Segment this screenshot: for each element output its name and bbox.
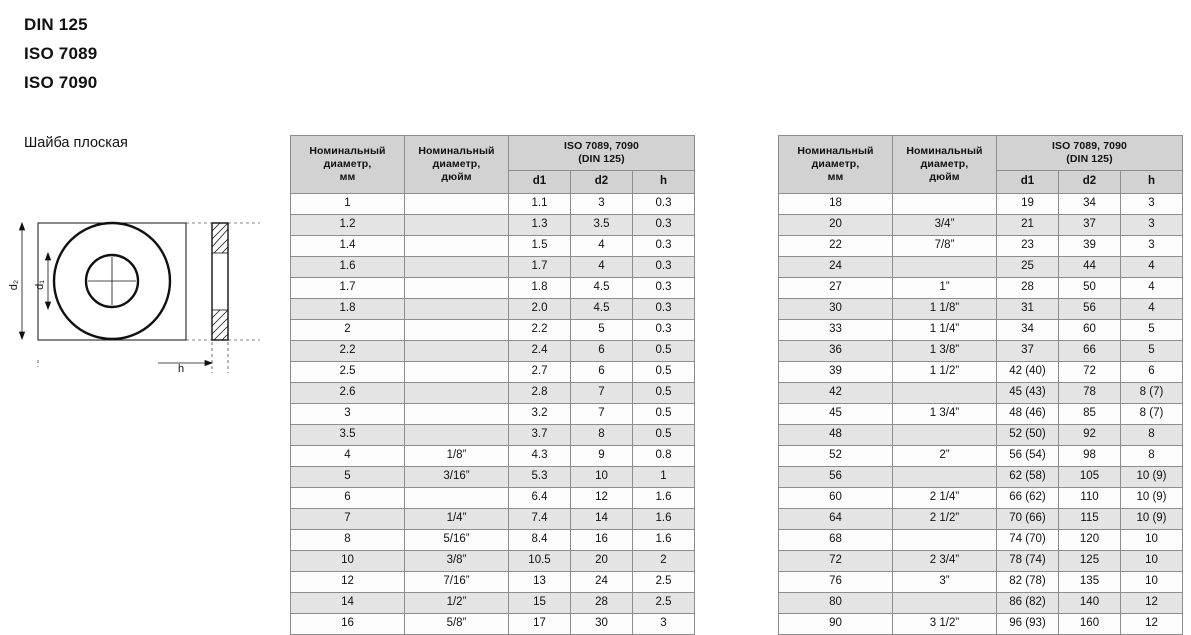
cell-h: 3 xyxy=(1121,236,1183,257)
table-row xyxy=(291,299,695,320)
cell-nominal-inch: 7/16” xyxy=(405,572,509,593)
table-row xyxy=(779,425,1183,446)
cell-nominal-mm: 1.2 xyxy=(291,215,405,236)
cell-nominal-mm: 2.2 xyxy=(291,341,405,362)
table-row xyxy=(291,530,695,551)
cell-d1: 1.1 xyxy=(509,194,571,215)
header-d1: d1 xyxy=(509,171,571,194)
cell-nominal-mm: 8 xyxy=(291,530,405,551)
cell-h: 4 xyxy=(1121,257,1183,278)
spec-table-left xyxy=(290,135,695,635)
header-nominal-mm-line2: диаметр, xyxy=(323,157,372,170)
cell-d1: 78 (74) xyxy=(997,551,1059,572)
cell-nominal-inch: 1” xyxy=(893,278,997,299)
cell-d2: 50 xyxy=(1059,278,1121,299)
cell-h: 1.6 xyxy=(633,509,695,530)
cell-d2: 12 xyxy=(571,488,633,509)
table-row xyxy=(779,383,1183,404)
cell-d2: 4.5 xyxy=(571,278,633,299)
cell-d2: 4.5 xyxy=(571,299,633,320)
spec-table-right-container xyxy=(778,135,1183,635)
cell-d1: 86 (82) xyxy=(997,593,1059,614)
standards-title-block xyxy=(24,10,264,97)
cell-h: 10 xyxy=(1121,572,1183,593)
cell-d1: 82 (78) xyxy=(997,572,1059,593)
header-standard-group-line2: (DIN 125) xyxy=(1066,153,1113,165)
header-nominal-inch-line3: дюйм xyxy=(441,171,472,184)
cell-d1: 28 xyxy=(997,278,1059,299)
cell-nominal-inch: 2 1/4” xyxy=(893,488,997,509)
cell-nominal-inch: 1/8” xyxy=(405,446,509,467)
header-d2: d2 xyxy=(571,171,633,194)
cell-nominal-inch: 3/8” xyxy=(405,551,509,572)
table-row xyxy=(779,404,1183,425)
cell-d2: 6 xyxy=(571,341,633,362)
cell-d2: 16 xyxy=(571,530,633,551)
header-nominal-mm-line3: мм xyxy=(339,171,356,184)
cell-nominal-mm: 45 xyxy=(779,404,893,425)
cell-d2: 14 xyxy=(571,509,633,530)
cell-d2: 66 xyxy=(1059,341,1121,362)
cell-nominal-inch xyxy=(405,404,509,425)
header-nominal-mm-line3: мм xyxy=(827,171,844,184)
cell-d1: 1.5 xyxy=(509,236,571,257)
cell-nominal-inch: 1/4” xyxy=(405,509,509,530)
header-nominal-inch-line1: Номинальный xyxy=(418,144,495,157)
table-row xyxy=(291,614,695,635)
cell-d1: 2.8 xyxy=(509,383,571,404)
cell-d2: 56 xyxy=(1059,299,1121,320)
cell-h: 0.5 xyxy=(633,404,695,425)
header-nominal-inch-line3: дюйм xyxy=(929,171,960,184)
cell-nominal-mm: 2 xyxy=(291,320,405,341)
cell-d2: 24 xyxy=(571,572,633,593)
cell-nominal-mm: 80 xyxy=(779,593,893,614)
cell-d1: 1.8 xyxy=(509,278,571,299)
spec-table-left-body xyxy=(291,194,695,635)
cell-nominal-mm: 52 xyxy=(779,446,893,467)
cell-nominal-inch xyxy=(405,194,509,215)
header-nominal-inch-line2: диаметр, xyxy=(920,157,969,170)
cell-h: 2.5 xyxy=(633,572,695,593)
cell-nominal-mm: 4 xyxy=(291,446,405,467)
cell-d1: 5.3 xyxy=(509,467,571,488)
cell-d1: 10.5 xyxy=(509,551,571,572)
cell-nominal-mm: 1 xyxy=(291,194,405,215)
label-d2: d₂ xyxy=(8,279,20,291)
table-row xyxy=(291,404,695,425)
cell-d1: 19 xyxy=(997,194,1059,215)
table-row xyxy=(291,278,695,299)
cell-d1: 1.7 xyxy=(509,257,571,278)
cell-nominal-inch xyxy=(405,488,509,509)
cell-nominal-mm: 10 xyxy=(291,551,405,572)
cell-nominal-inch xyxy=(405,362,509,383)
cell-nominal-mm: 1.8 xyxy=(291,299,405,320)
cell-h: 1.6 xyxy=(633,530,695,551)
cell-d1: 25 xyxy=(997,257,1059,278)
cell-nominal-mm: 60 xyxy=(779,488,893,509)
cell-d2: 85 xyxy=(1059,404,1121,425)
table-row xyxy=(291,551,695,572)
cell-h: 3 xyxy=(1121,194,1183,215)
cell-d2: 105 xyxy=(1059,467,1121,488)
cell-d2: 3.5 xyxy=(571,215,633,236)
cell-d1: 96 (93) xyxy=(997,614,1059,635)
cell-nominal-mm: 64 xyxy=(779,509,893,530)
header-h: h xyxy=(1121,171,1183,194)
cell-nominal-inch: 1 3/8” xyxy=(893,341,997,362)
cell-d2: 3 xyxy=(571,194,633,215)
cell-nominal-mm: 90 xyxy=(779,614,893,635)
cell-d2: 140 xyxy=(1059,593,1121,614)
cell-d1: 62 (58) xyxy=(997,467,1059,488)
cell-d1: 4.3 xyxy=(509,446,571,467)
table-row xyxy=(779,593,1183,614)
cell-nominal-inch: 1 1/2” xyxy=(893,362,997,383)
table-row xyxy=(291,488,695,509)
cell-d1: 34 xyxy=(997,320,1059,341)
cell-d1: 48 (46) xyxy=(997,404,1059,425)
table-row xyxy=(291,446,695,467)
table-row xyxy=(291,467,695,488)
cell-nominal-mm: 72 xyxy=(779,551,893,572)
cell-d2: 39 xyxy=(1059,236,1121,257)
cell-nominal-mm: 68 xyxy=(779,530,893,551)
cell-nominal-inch: 3” xyxy=(893,572,997,593)
cell-h: 12 xyxy=(1121,614,1183,635)
table-row xyxy=(291,320,695,341)
cell-nominal-inch: 3 1/2” xyxy=(893,614,997,635)
cell-nominal-inch: 1/2” xyxy=(405,593,509,614)
cell-nominal-mm: 1.4 xyxy=(291,236,405,257)
table-row xyxy=(779,488,1183,509)
table-row xyxy=(291,572,695,593)
header-nominal-inch xyxy=(893,136,997,194)
cell-nominal-mm: 56 xyxy=(779,467,893,488)
cell-nominal-inch xyxy=(893,425,997,446)
cell-nominal-inch: 2” xyxy=(893,446,997,467)
cell-nominal-inch xyxy=(405,383,509,404)
table-row xyxy=(291,194,695,215)
spec-table-right-body xyxy=(779,194,1183,635)
cell-d2: 9 xyxy=(571,446,633,467)
cell-d2: 125 xyxy=(1059,551,1121,572)
cell-h: 4 xyxy=(1121,278,1183,299)
cell-d2: 10 xyxy=(571,467,633,488)
cell-h: 0.5 xyxy=(633,425,695,446)
cell-h: 1.6 xyxy=(633,488,695,509)
cell-h: 12 xyxy=(1121,593,1183,614)
cell-nominal-inch xyxy=(893,467,997,488)
cell-nominal-mm: 48 xyxy=(779,425,893,446)
cell-nominal-inch: 1 1/8” xyxy=(893,299,997,320)
header-nominal-mm-line2: диаметр, xyxy=(811,157,860,170)
cell-h: 5 xyxy=(1121,341,1183,362)
cell-nominal-mm: 42 xyxy=(779,383,893,404)
cell-d2: 78 xyxy=(1059,383,1121,404)
cell-h: 3 xyxy=(1121,215,1183,236)
header-standard-group-line1: ISO 7089, 7090 xyxy=(1052,139,1127,152)
cell-h: 2 xyxy=(633,551,695,572)
header-nominal-mm-line1: Номинальный xyxy=(797,144,874,157)
cell-h: 10 xyxy=(1121,530,1183,551)
table-row xyxy=(779,551,1183,572)
cell-nominal-mm: 2.5 xyxy=(291,362,405,383)
cell-nominal-mm: 1.6 xyxy=(291,257,405,278)
cell-d1: 74 (70) xyxy=(997,530,1059,551)
cell-h: 1 xyxy=(633,467,695,488)
cell-h: 5 xyxy=(1121,320,1183,341)
cell-nominal-inch: 3/16” xyxy=(405,467,509,488)
table-row xyxy=(779,530,1183,551)
cell-nominal-mm: 16 xyxy=(291,614,405,635)
table-row xyxy=(291,341,695,362)
cell-d1: 56 (54) xyxy=(997,446,1059,467)
table-row xyxy=(779,614,1183,635)
table-row xyxy=(779,467,1183,488)
cell-nominal-inch xyxy=(405,341,509,362)
cell-nominal-inch: 1 1/4” xyxy=(893,320,997,341)
cell-h: 0.5 xyxy=(633,362,695,383)
cell-d2: 160 xyxy=(1059,614,1121,635)
cell-nominal-mm: 39 xyxy=(779,362,893,383)
table-row xyxy=(779,362,1183,383)
label-h: h xyxy=(178,363,185,375)
cell-d1: 31 xyxy=(997,299,1059,320)
table-row xyxy=(779,278,1183,299)
table-row xyxy=(291,425,695,446)
cell-d1: 23 xyxy=(997,236,1059,257)
cell-nominal-inch xyxy=(405,236,509,257)
cell-h: 0.3 xyxy=(633,215,695,236)
standard-iso-7090: ISO 7090 xyxy=(24,73,98,92)
cell-nominal-inch xyxy=(893,593,997,614)
cell-nominal-mm: 36 xyxy=(779,341,893,362)
cell-d1: 3.7 xyxy=(509,425,571,446)
product-subtitle: Шайба плоская xyxy=(24,135,128,151)
cell-nominal-inch xyxy=(405,215,509,236)
cell-nominal-mm: 5 xyxy=(291,467,405,488)
cell-nominal-inch xyxy=(405,425,509,446)
table-row xyxy=(291,215,695,236)
cell-d1: 3.2 xyxy=(509,404,571,425)
header-d2: d2 xyxy=(1059,171,1121,194)
cell-h: 0.8 xyxy=(633,446,695,467)
table-row xyxy=(779,341,1183,362)
cell-nominal-mm: 30 xyxy=(779,299,893,320)
cell-d1: 21 xyxy=(997,215,1059,236)
cell-d2: 98 xyxy=(1059,446,1121,467)
cell-d2: 60 xyxy=(1059,320,1121,341)
table-row xyxy=(779,509,1183,530)
cell-nominal-mm: 24 xyxy=(779,257,893,278)
header-nominal-inch-line1: Номинальный xyxy=(906,144,983,157)
cell-h: 3 xyxy=(633,614,695,635)
cell-h: 0.3 xyxy=(633,194,695,215)
cell-nominal-inch: 7/8” xyxy=(893,236,997,257)
table-row xyxy=(291,362,695,383)
cell-nominal-inch: 2 3/4” xyxy=(893,551,997,572)
cell-d2: 115 xyxy=(1059,509,1121,530)
cell-nominal-inch: 1 3/4” xyxy=(893,404,997,425)
cell-nominal-mm: 2.6 xyxy=(291,383,405,404)
cell-d2: 6 xyxy=(571,362,633,383)
cell-d1: 8.4 xyxy=(509,530,571,551)
spec-table-left-container xyxy=(290,135,695,635)
washer-technical-drawing xyxy=(8,205,264,390)
cell-h: 0.3 xyxy=(633,320,695,341)
table-row xyxy=(779,446,1183,467)
cell-d1: 15 xyxy=(509,593,571,614)
cell-d1: 66 (62) xyxy=(997,488,1059,509)
cell-d2: 72 xyxy=(1059,362,1121,383)
cell-h: 10 (9) xyxy=(1121,488,1183,509)
cell-d1: 70 (66) xyxy=(997,509,1059,530)
standard-din-125: DIN 125 xyxy=(24,15,88,34)
cell-d1: 2.2 xyxy=(509,320,571,341)
cell-d1: 1.3 xyxy=(509,215,571,236)
cell-nominal-mm: 22 xyxy=(779,236,893,257)
cell-h: 10 (9) xyxy=(1121,467,1183,488)
table-row xyxy=(779,257,1183,278)
cell-nominal-inch xyxy=(893,257,997,278)
cell-h: 8 (7) xyxy=(1121,383,1183,404)
cell-h: 8 xyxy=(1121,446,1183,467)
table-row xyxy=(779,194,1183,215)
cell-nominal-mm: 12 xyxy=(291,572,405,593)
cell-nominal-mm: 27 xyxy=(779,278,893,299)
cell-nominal-inch: 5/8” xyxy=(405,614,509,635)
cell-nominal-mm: 33 xyxy=(779,320,893,341)
cell-h: 0.3 xyxy=(633,278,695,299)
cell-nominal-mm: 76 xyxy=(779,572,893,593)
spec-table-right xyxy=(778,135,1183,635)
cell-nominal-inch xyxy=(893,530,997,551)
table-row xyxy=(779,215,1183,236)
cell-h: 0.3 xyxy=(633,299,695,320)
header-d1: d1 xyxy=(997,171,1059,194)
cell-d2: 4 xyxy=(571,236,633,257)
cell-d2: 135 xyxy=(1059,572,1121,593)
cell-d2: 92 xyxy=(1059,425,1121,446)
cell-d2: 120 xyxy=(1059,530,1121,551)
cell-d2: 20 xyxy=(571,551,633,572)
cell-nominal-inch xyxy=(893,194,997,215)
cell-h: 0.3 xyxy=(633,257,695,278)
table-row xyxy=(291,593,695,614)
cell-nominal-mm: 7 xyxy=(291,509,405,530)
cell-d1: 17 xyxy=(509,614,571,635)
cell-nominal-mm: 3 xyxy=(291,404,405,425)
cell-d1: 6.4 xyxy=(509,488,571,509)
cell-d2: 37 xyxy=(1059,215,1121,236)
cell-nominal-inch xyxy=(405,278,509,299)
cell-h: 10 xyxy=(1121,551,1183,572)
header-standard-group xyxy=(509,136,695,171)
header-standard-group xyxy=(997,136,1183,171)
cell-h: 10 (9) xyxy=(1121,509,1183,530)
table-row xyxy=(291,509,695,530)
cell-h: 6 xyxy=(1121,362,1183,383)
cell-d1: 52 (50) xyxy=(997,425,1059,446)
cell-d1: 37 xyxy=(997,341,1059,362)
cell-d2: 7 xyxy=(571,383,633,404)
cell-nominal-mm: 3.5 xyxy=(291,425,405,446)
label-d1: d₁ xyxy=(34,280,46,290)
cell-nominal-inch xyxy=(405,320,509,341)
header-nominal-mm xyxy=(291,136,405,194)
cell-d1: 2.0 xyxy=(509,299,571,320)
cell-d2: 34 xyxy=(1059,194,1121,215)
cell-h: 8 (7) xyxy=(1121,404,1183,425)
cell-nominal-inch: 3/4” xyxy=(893,215,997,236)
table-row xyxy=(291,236,695,257)
cell-nominal-inch: 2 1/2” xyxy=(893,509,997,530)
header-h: h xyxy=(633,171,695,194)
header-standard-group-line1: ISO 7089, 7090 xyxy=(564,139,639,152)
cell-nominal-inch xyxy=(893,383,997,404)
table-row xyxy=(779,236,1183,257)
cell-d1: 2.7 xyxy=(509,362,571,383)
header-nominal-inch-line2: диаметр, xyxy=(432,157,481,170)
header-nominal-mm-line1: Номинальный xyxy=(309,144,386,157)
cell-d2: 30 xyxy=(571,614,633,635)
cell-nominal-mm: 6 xyxy=(291,488,405,509)
cell-nominal-inch xyxy=(405,299,509,320)
cell-d2: 28 xyxy=(571,593,633,614)
table-row xyxy=(291,383,695,404)
table-row xyxy=(291,257,695,278)
cell-nominal-inch: 5/16” xyxy=(405,530,509,551)
cell-d2: 8 xyxy=(571,425,633,446)
table-row xyxy=(779,572,1183,593)
table-row xyxy=(779,320,1183,341)
cell-d2: 44 xyxy=(1059,257,1121,278)
header-standard-group-line2: (DIN 125) xyxy=(578,153,625,165)
header-nominal-mm xyxy=(779,136,893,194)
standard-iso-7089: ISO 7089 xyxy=(24,44,98,63)
cell-nominal-mm: 1.7 xyxy=(291,278,405,299)
cell-nominal-mm: 20 xyxy=(779,215,893,236)
cell-d1: 7.4 xyxy=(509,509,571,530)
cell-h: 0.5 xyxy=(633,341,695,362)
cell-h: 0.5 xyxy=(633,383,695,404)
cell-nominal-mm: 18 xyxy=(779,194,893,215)
table-row xyxy=(779,299,1183,320)
cell-h: 2.5 xyxy=(633,593,695,614)
cell-d2: 110 xyxy=(1059,488,1121,509)
cell-d1: 42 (40) xyxy=(997,362,1059,383)
cell-d2: 7 xyxy=(571,404,633,425)
cell-d2: 5 xyxy=(571,320,633,341)
cell-h: 8 xyxy=(1121,425,1183,446)
cell-d1: 13 xyxy=(509,572,571,593)
cell-d1: 2.4 xyxy=(509,341,571,362)
cell-nominal-inch xyxy=(405,257,509,278)
cell-nominal-mm: 14 xyxy=(291,593,405,614)
cell-d1: 45 (43) xyxy=(997,383,1059,404)
header-nominal-inch xyxy=(405,136,509,194)
cell-h: 4 xyxy=(1121,299,1183,320)
cell-d2: 4 xyxy=(571,257,633,278)
cell-h: 0.3 xyxy=(633,236,695,257)
